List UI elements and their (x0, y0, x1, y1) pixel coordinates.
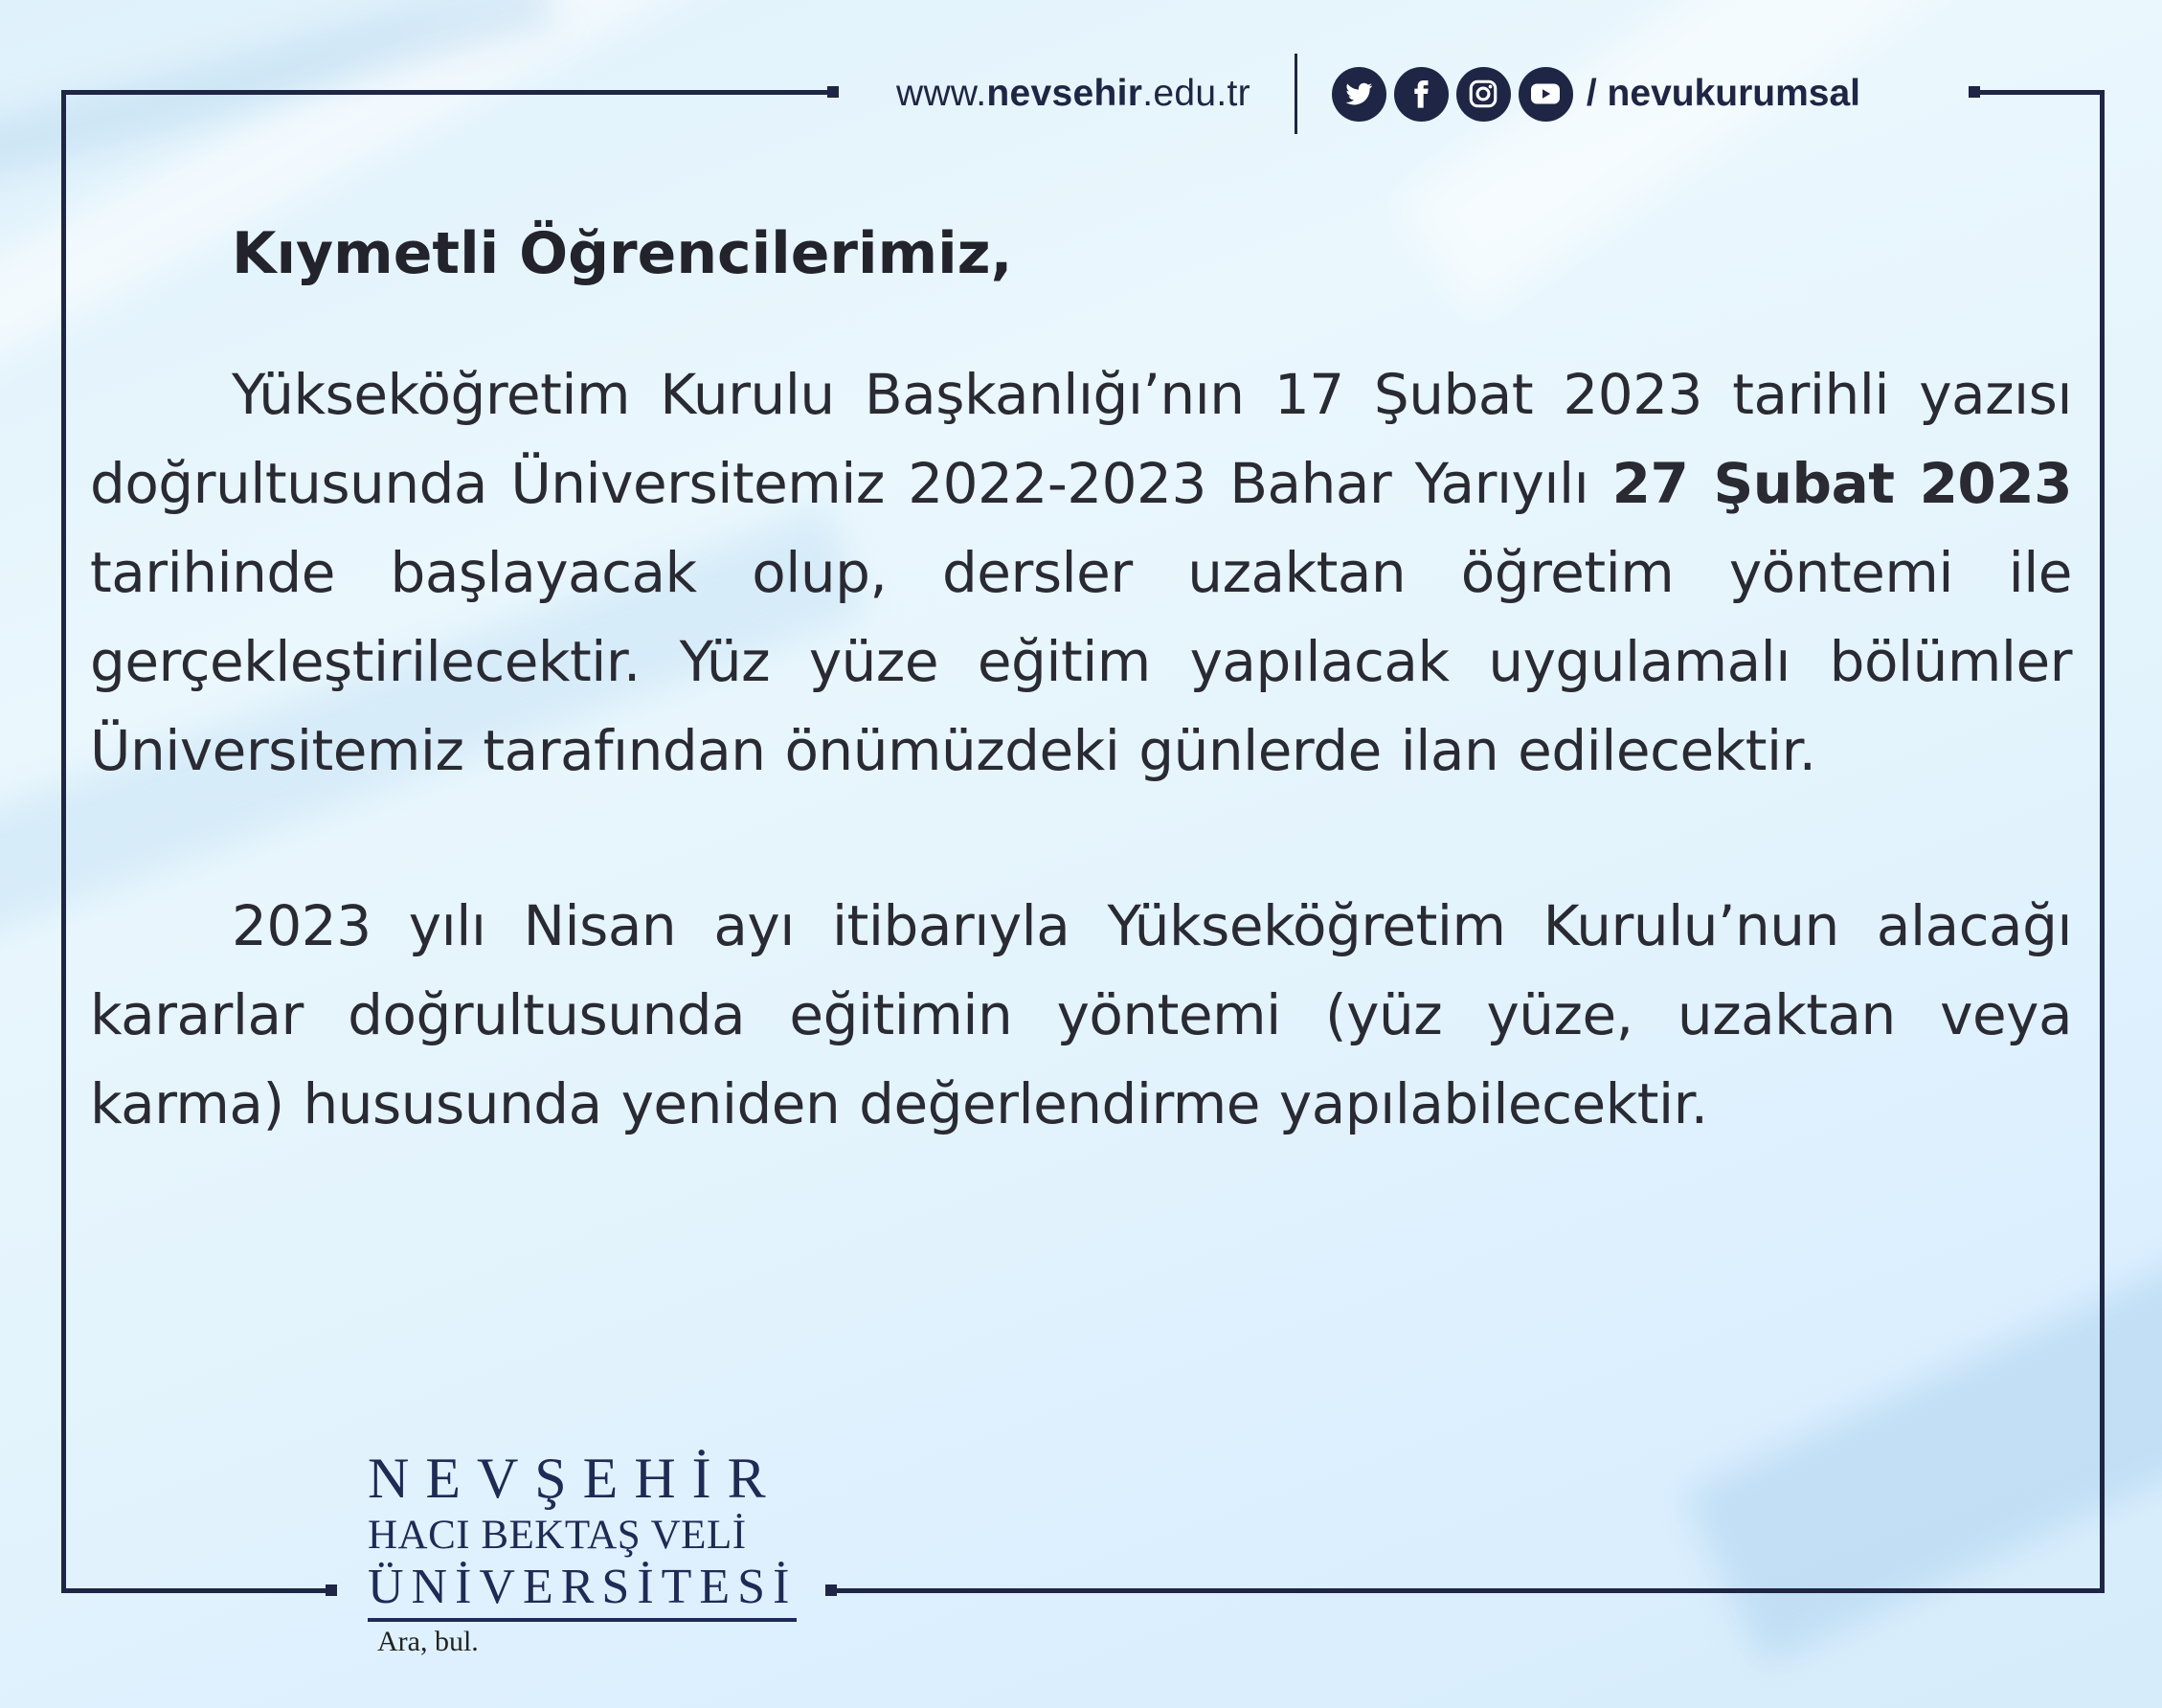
paragraph-1 (90, 350, 2072, 796)
start-date-highlight: 27 Şubat 2023 (1611, 451, 2073, 516)
header-bar (896, 65, 1860, 123)
logo-line-2: HACI BEKTAŞ VELİ (368, 1513, 747, 1558)
website-link[interactable]: www.nevsehir.edu.tr (896, 73, 1250, 114)
instagram-icon[interactable] (1456, 67, 1511, 122)
salutation: Kıymetli Öğrencilerimiz, (232, 220, 1013, 287)
paragraph-2: 2023 yılı Nisan ayı itibarıyla Yükseköğretim Kurulu’nun alacağı kararlar doğrultusunda eğitimin yöntemi (yüz yüze, uzaktan veya karma) hususunda yeniden değerlendirme yapılabilecektir. (90, 893, 2072, 1136)
paragraph-1-text-a: Yükseköğretim Kurulu Başkanlığı’nın 17 Şubat 2023 tarihli yazısı doğrultusunda Üniversitemiz 2022-2023 Bahar Yarıyılı (90, 362, 2072, 516)
university-logo (368, 1444, 808, 1658)
logo-line-1: NEVŞEHİR (368, 1447, 782, 1510)
social-icons (1332, 67, 1573, 122)
header-divider (1295, 54, 1297, 134)
social-handle-link[interactable]: / nevukurumsal (1586, 73, 1860, 114)
facebook-icon[interactable] (1394, 67, 1449, 122)
youtube-icon[interactable] (1519, 67, 1573, 122)
paragraph-1-text-b: tarihinde başlayacak olup, dersler uzaktan öğretim yöntemi ile gerçekleştirilecektir. Yüz yüze eğitim yapılacak uygulamalı bölümler Üniversitemiz tarafından önümüzdeki günlerde ilan edilecektir. (90, 540, 2072, 783)
logo-tagline: Ara, bul. (377, 1626, 479, 1657)
twitter-icon[interactable] (1332, 67, 1386, 122)
announcement-body (90, 211, 2072, 1149)
logo-line-3: ÜNİVERSİTESİ (368, 1559, 797, 1622)
